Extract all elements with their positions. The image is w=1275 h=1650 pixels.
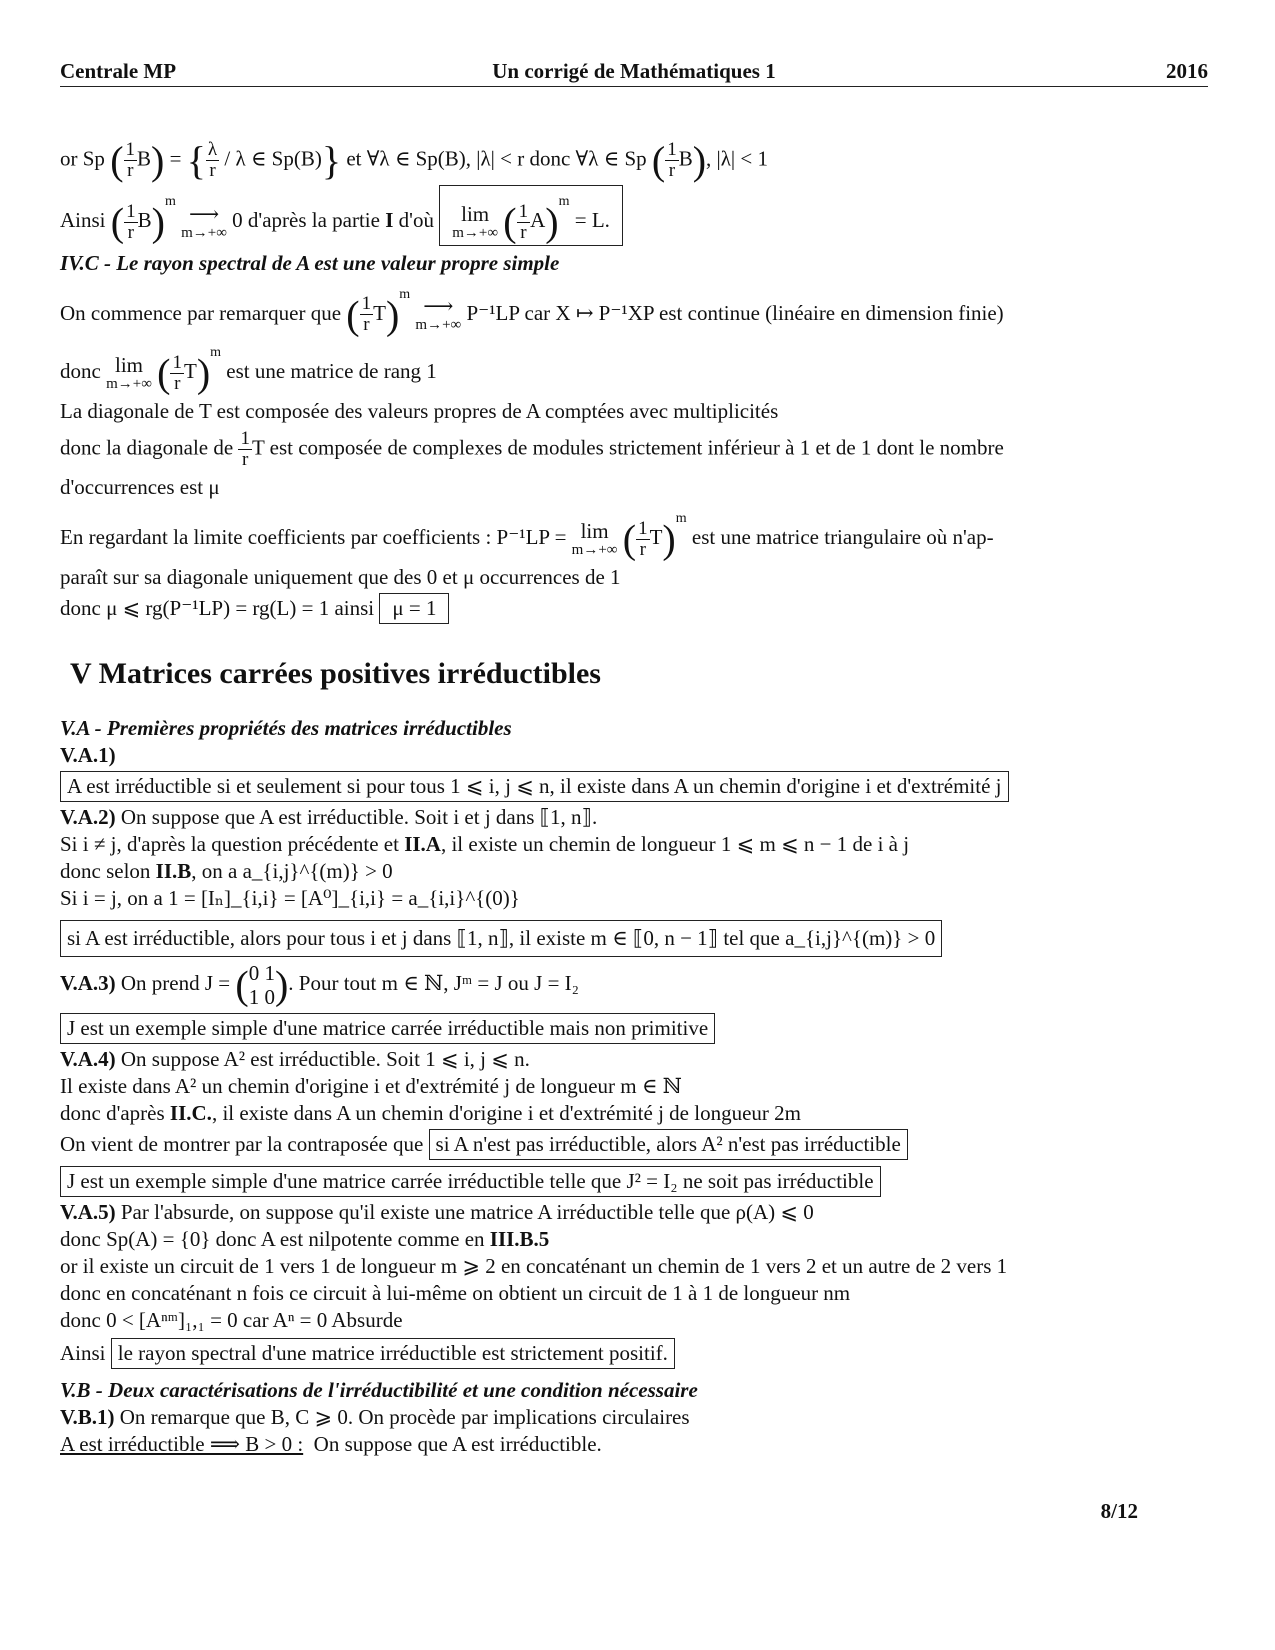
text-line: On vient de montrer par la contraposée que si A n'est pas irréductible, alors A² n'est pas irréductible bbox=[60, 1129, 1210, 1160]
text-line: donc la diagonale de $\frac{1}{r}$ T est composée de complexes de modules strictement inférieur à 1 et de 1 dont le nombre bbox=[60, 428, 1004, 471]
text-line: V.B.1) On remarque que B, C ⩾ 0. On procède par implications circulaires bbox=[60, 1404, 690, 1429]
boxed-result: lim m→+∞ ( $\frac{1}{r}$ A)$^m$ = L. bbox=[439, 185, 623, 246]
question-label: V.A.1) bbox=[60, 742, 116, 767]
text: / λ ∈ Sp(B) bbox=[224, 146, 322, 171]
text-line: Il existe dans A² un chemin d'origine i et d'extrémité j de longueur m ∈ ℕ bbox=[60, 1073, 682, 1098]
text-line: Si i ≠ j, d'après la question précédente et II.A, il existe un chemin de longueur 1 ⩽ m ⩽ n − 1 de i à j bbox=[60, 831, 910, 856]
text-line: V.A.2) On suppose que A est irréductible. Soit i et j dans ⟦1, n⟧. bbox=[60, 804, 598, 829]
text: 0 d'après la partie bbox=[232, 208, 380, 232]
spectrum-line: or Sp ( $\frac{1}{r}$ B) = { $\frac{\lambda}{r}$ / λ ∈ Sp(B)} et ∀λ ∈ Sp(B), |λ| < r donc ∀λ ∈ Sp ( $\frac{1}{r}$ B), |λ| < 1 bbox=[60, 138, 768, 183]
text-line: donc μ ⩽ rg(P⁻¹LP) = rg(L) = 1 ainsi μ = 1 bbox=[60, 593, 1210, 624]
boxed-result: μ = 1 bbox=[379, 593, 449, 624]
limit-arrow: ⟶ m→+∞ bbox=[181, 201, 227, 241]
text-line: donc 0 < [Aⁿᵐ]₁,₁ = 0 car Aⁿ = 0 Absurde bbox=[60, 1307, 403, 1332]
boxed-result: si A est irréductible, alors pour tous i et j dans ⟦1, n⟧, il existe m ∈ ⟦0, n − 1⟧ tel que a_{i,j}^{(m)} > 0 bbox=[60, 920, 1210, 957]
text-line: donc lim m→+∞ ( $\frac{1}{r}$ T)$^m$ est une matrice de rang 1 bbox=[60, 345, 437, 397]
text-line: donc Sp(A) = {0} donc A est nilpotente comme en III.B.5 bbox=[60, 1226, 550, 1251]
text-line: V.A.4) On suppose A² est irréductible. Soit 1 ⩽ i, j ⩽ n. bbox=[60, 1046, 530, 1071]
text-line: On commence par remarquer que ( $\frac{1}{r}$ T)$^m$ ⟶ m→+∞ P⁻¹LP car X ↦ P⁻¹XP est continue (linéaire en dimension finie) bbox=[60, 286, 1004, 338]
text-line: or il existe un circuit de 1 vers 1 de longueur m ⩾ 2 en concaténant un chemin de 1 vers 2 et un autre de 2 vers 1 bbox=[60, 1253, 1008, 1278]
fraction: $\frac{\lambda}{r}$ bbox=[207, 139, 218, 181]
text-line: La diagonale de T est composée des valeurs propres de A comptées avec multiplicités bbox=[60, 399, 779, 424]
text-line: En regardant la limite coefficients par coefficients : P⁻¹LP = lim m→+∞ ( $\frac{1}{r}$ T)$^m$ est une matrice triangulaire où n'ap- bbox=[60, 511, 994, 562]
subsection-title: V.A - Premières propriétés des matrices irréductibles bbox=[60, 715, 512, 740]
header-center: Un corrigé de Mathématiques 1 bbox=[492, 59, 776, 83]
text-line: donc d'après II.C., il existe dans A un chemin d'origine i et d'extrémité j de longueur 2m bbox=[60, 1100, 801, 1125]
page-header bbox=[60, 56, 1208, 87]
boxed-result: le rayon spectral d'une matrice irréductible est strictement positif. bbox=[111, 1338, 675, 1369]
page-content bbox=[60, 140, 1210, 1458]
subsection-title: IV.C - Le rayon spectral de A est une valeur propre simple bbox=[60, 250, 560, 275]
text-line: d'occurrences est μ bbox=[60, 475, 220, 500]
header-right: 2016 bbox=[1166, 59, 1208, 83]
text-line: A est irréductible ⟹ B > 0 : On suppose que A est irréductible. bbox=[60, 1431, 602, 1456]
matrix: 0 1 1 0 bbox=[248, 960, 275, 1009]
text-line: Ainsi le rayon spectral d'une matrice irréductible est strictement positif. bbox=[60, 1338, 1210, 1369]
text: or Sp bbox=[60, 146, 105, 171]
text-line: donc selon II.B, on a a_{i,j}^{(m)} > 0 bbox=[60, 858, 393, 883]
subsection-title: V.B - Deux caractérisations de l'irréductibilité et une condition nécessaire bbox=[60, 1377, 698, 1402]
ainsi-limit-line: Ainsi ( $\frac{1}{r}$ B)$^m$ ⟶ m→+∞ 0 d'après la partie I d'où lim m→+∞ ( $\frac{1}{r}$ A)$^m$ = L. bbox=[60, 185, 1210, 246]
text-line: V.A.3) On prend J = ( 0 1 1 0 ). Pour tout m ∈ ℕ, Jᵐ = J ou J = I₂ bbox=[60, 960, 579, 1009]
text: et ∀λ ∈ Sp(B), |λ| < r donc ∀λ ∈ Sp bbox=[346, 146, 647, 171]
section-title: V Matrices carrées positives irréductibles bbox=[70, 656, 601, 690]
text-line: paraît sur sa diagonale uniquement que des 0 et μ occurrences de 1 bbox=[60, 564, 621, 589]
text-line: V.A.5) Par l'absurde, on suppose qu'il existe une matrice A irréductible telle que ρ(A) ⩽ 0 bbox=[60, 1199, 814, 1224]
page-number: 8/12 bbox=[1100, 1499, 1138, 1523]
text-line: Si i = j, on a 1 = [Iₙ]_{i,i} = [A⁰]_{i,i} = a_{i,i}^{(0)} bbox=[60, 885, 520, 910]
text: d'où bbox=[398, 208, 434, 232]
boxed-result: J est un exemple simple d'une matrice carrée irréductible telle que J² = I₂ ne soit pas irréductible bbox=[60, 1166, 1210, 1197]
text: , |λ| < 1 bbox=[706, 146, 768, 171]
text-line: donc en concaténant n fois ce circuit à lui-même on obtient un circuit de 1 à 1 de longueur nm bbox=[60, 1280, 851, 1305]
fraction: $\frac{1}{r}$ bbox=[125, 139, 136, 181]
header-left: Centrale MP bbox=[60, 59, 177, 83]
fraction: $\frac{1}{r}$ bbox=[667, 139, 677, 181]
boxed-result: J est un exemple simple d'une matrice carrée irréductible mais non primitive bbox=[60, 1013, 1210, 1044]
boxed-result: A est irréductible si et seulement si pour tous 1 ⩽ i, j ⩽ n, il existe dans A un chemin d'origine i et d'extrémité j bbox=[60, 771, 1210, 802]
text: Ainsi bbox=[60, 208, 106, 232]
boxed-result: si A n'est pas irréductible, alors A² n'est pas irréductible bbox=[429, 1129, 908, 1160]
